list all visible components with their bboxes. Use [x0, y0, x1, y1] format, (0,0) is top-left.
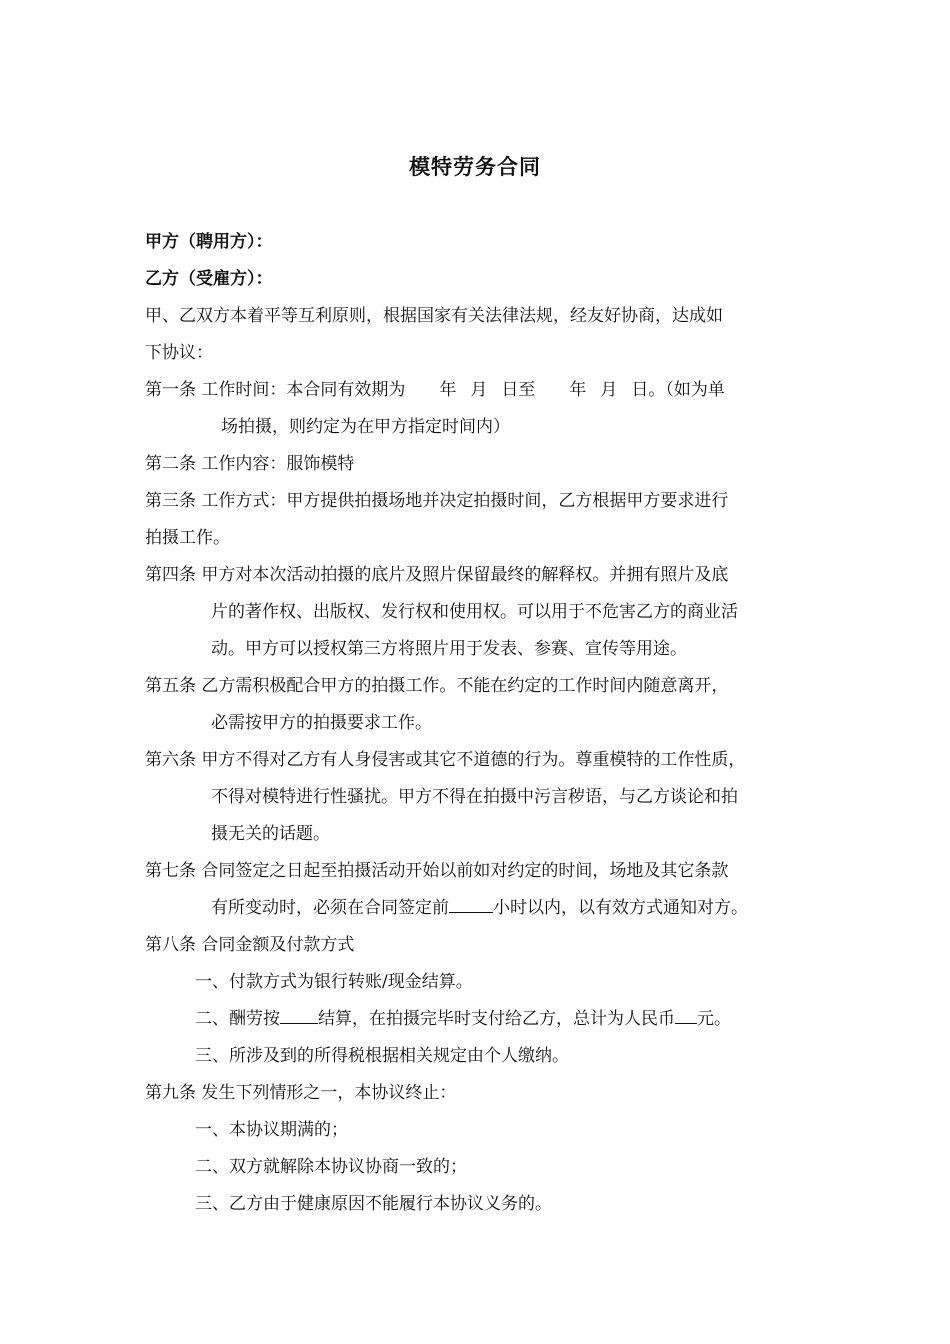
article-1-month-2: 月	[600, 380, 618, 400]
article-5-line-1: 第五条 乙方需积极配合甲方的拍摄工作。不能在约定的工作时间内随意离开，	[145, 676, 729, 696]
intro-line-2: 下协议：	[145, 343, 213, 363]
article-9-line-1: 第九条 发生下列情形之一，本协议终止：	[145, 1083, 457, 1103]
article-8-item-2	[145, 1001, 810, 1038]
article-8-item-2-mid: 结算，在拍摄完毕时支付给乙方，总计为人民币	[318, 1009, 675, 1029]
article-1-day-1: 日至	[501, 380, 536, 400]
article-1-line-1	[145, 372, 810, 409]
article-7-text-pre: 有所变动时，必须在合同签定前	[211, 898, 449, 918]
article-1-year-2: 年	[569, 380, 587, 400]
intro-line-1	[145, 298, 810, 335]
article-1-year-1: 年	[439, 380, 457, 400]
article-4-line-1: 第四条 甲方对本次活动拍摄的底片及照片保留最终的解释权。并拥有照片及底	[145, 565, 729, 585]
article-6-line-2: 不得对模特进行性骚扰。甲方不得在拍摄中污言秽语，与乙方谈论和拍	[211, 787, 738, 807]
article-1-month-1: 月	[470, 380, 488, 400]
article-4-line-2: 片的著作权、出版权、发行权和使用权。可以用于不危害乙方的商业活	[211, 602, 738, 622]
article-8-item-1: 一、付款方式为银行转账/现金结算。	[195, 972, 473, 992]
article-6-line-3: 摄无关的话题。	[211, 824, 330, 844]
party-b-label: 乙方（受雇方）：	[145, 269, 273, 289]
page-title: 模特劳务合同	[409, 155, 541, 179]
article-5-line-2: 必需按甲方的拍摄要求工作。	[211, 713, 432, 733]
article-2-line-1: 第二条 工作内容：服饰模特	[145, 454, 355, 474]
article-9-item-3: 三、乙方由于健康原因不能履行本协议义务的。	[195, 1194, 552, 1214]
article-4-line-3: 动。甲方可以授权第三方将照片用于发表、参赛、宣传等用途。	[211, 639, 687, 659]
hours-blank	[449, 894, 493, 913]
article-7-line-2	[145, 890, 810, 927]
article-8-item-3: 三、所涉及到的所得税根据相关规定由个人缴纳。	[195, 1046, 569, 1066]
payment-basis-blank	[280, 1005, 318, 1024]
article-8-item-2-pre: 二、酬劳按	[195, 1009, 280, 1029]
article-8-line-1: 第八条 合同金额及付款方式	[145, 935, 355, 955]
article-1-day-2: 日。（如为单	[631, 380, 725, 400]
article-9-item-1: 一、本协议期满的；	[195, 1120, 348, 1140]
article-3-line-2: 拍摄工作。	[145, 528, 230, 548]
article-9-item-2: 二、双方就解除本协议协商一致的；	[195, 1157, 467, 1177]
article-3-line-1: 第三条 工作方式：甲方提供拍摄场地并决定拍摄时间，乙方根据甲方要求进行	[145, 491, 729, 511]
contract-body	[145, 224, 810, 1223]
party-a-label: 甲方（聘用方）：	[145, 232, 273, 252]
amount-blank	[675, 1005, 697, 1024]
article-7-line-1: 第七条 合同签定之日起至拍摄活动开始以前如对约定的时间，场地及其它条款	[145, 861, 729, 881]
intro-text-1: 甲、乙双方本着平等互利原则，根据国家有关法律法规，经友好协商，达成如	[145, 306, 723, 326]
article-8-item-2-post: 元。	[697, 1009, 731, 1029]
article-6-line-1: 第六条 甲方不得对乙方有人身侵害或其它不道德的行为。尊重模特的工作性质，	[145, 750, 746, 770]
article-7-text-post: 小时以内，以有效方式通知对方。	[493, 898, 748, 918]
article-1-lead: 第一条 工作时间：本合同有效期为	[145, 380, 406, 400]
article-1-line-2: 场拍摄，则约定为在甲方指定时间内）	[221, 417, 510, 437]
